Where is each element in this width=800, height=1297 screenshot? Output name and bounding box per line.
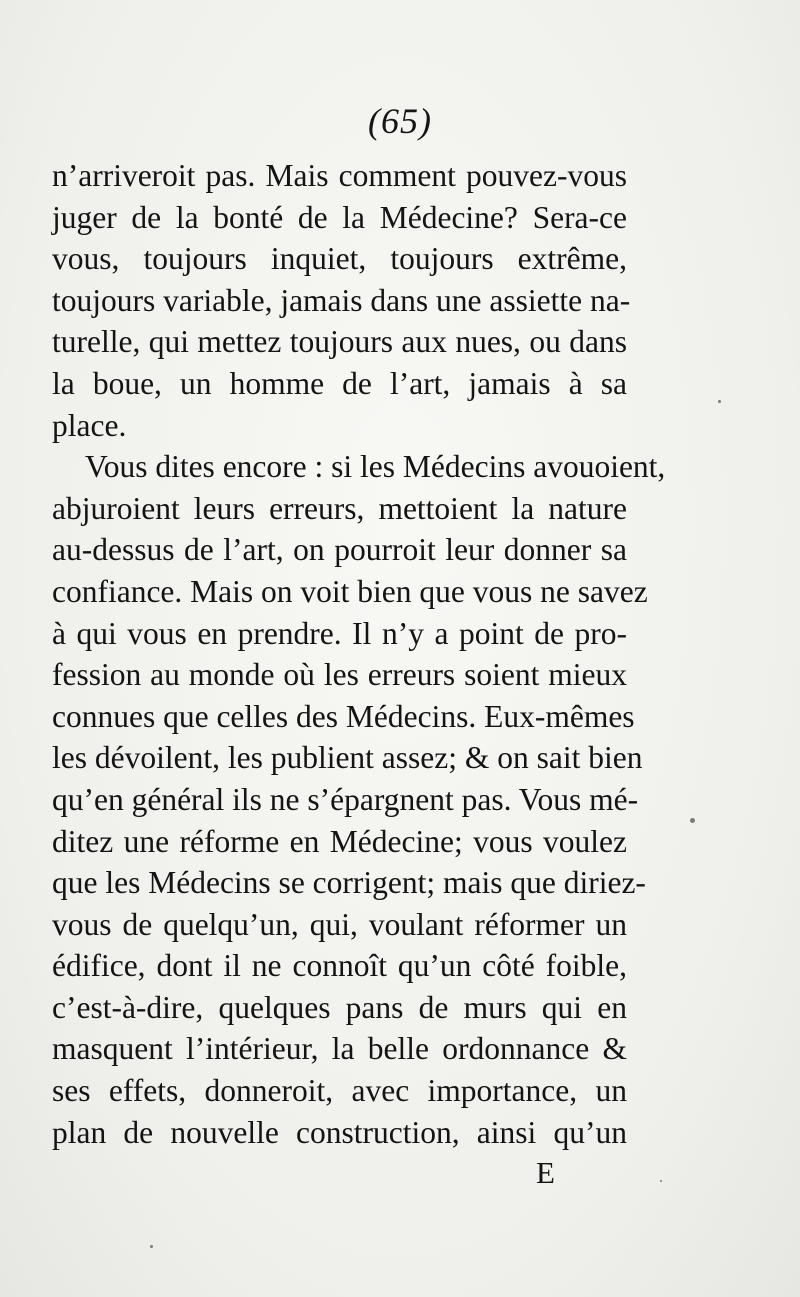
paper-speck [690, 818, 695, 823]
text-line: les dévoilent, les publient assez; & on sait bien [52, 740, 643, 776]
text-line: n’arriveroit pas. Mais comment pouvez-vous [52, 158, 627, 193]
paragraph-2 [52, 446, 666, 1153]
text-line: à qui vous en prendre. Il n’y a point de pro- [52, 615, 627, 651]
body-text [52, 155, 666, 1153]
text-line: masquent l’intérieur, la belle ordonnance & [52, 1031, 627, 1067]
text-line: fession au monde où les erreurs soient mieux [52, 657, 627, 693]
text-line: ses effets, donneroit, avec importance, un [52, 1073, 627, 1109]
text-line: turelle, qui mettez toujours aux nues, ou dans [52, 324, 627, 360]
paper-speck [660, 1180, 662, 1182]
paper-speck [150, 1245, 153, 1248]
text-line: au-dessus de l’art, on pourroit leur donner sa [52, 532, 627, 568]
text-line: la boue, un homme de l’art, jamais à sa [52, 365, 627, 401]
text-line: Vous dites encore : si les Médecins avouoient, [85, 449, 666, 485]
text-line: juger de la bonté de la Médecine? Sera-ce [52, 199, 627, 235]
page-number: (65) [368, 101, 432, 141]
text-line: vous, toujours inquiet, toujours extrême, [52, 241, 627, 277]
text-line: place. [52, 407, 127, 443]
text-line: confiance. Mais on voit bien que vous ne savez [52, 573, 648, 609]
text-line: ditez une réforme en Médecine; vous voulez [52, 823, 627, 859]
text-line: qu’en général ils ne s’épargnent pas. Vous mé- [52, 781, 639, 817]
text-line: connues que celles des Médecins. Eux-mêmes [52, 698, 635, 734]
catchword: E [536, 1155, 555, 1190]
text-line: abjuroient leurs erreurs, mettoient la nature [52, 490, 627, 526]
paragraph-1 [52, 155, 631, 446]
text-line: vous de quelqu’un, qui, voulant réformer un [52, 906, 627, 942]
text-line: édifice, dont il ne connoît qu’un côté foible, [52, 948, 627, 984]
paper-speck [718, 400, 721, 403]
text-line: que les Médecins se corrigent; mais que diriez- [52, 865, 646, 901]
text-line: plan de nouvelle construction, ainsi qu’un [52, 1114, 627, 1150]
text-line: toujours variable, jamais dans une assiette na- [52, 282, 631, 318]
text-line: c’est-à-dire, quelques pans de murs qui en [52, 989, 627, 1025]
